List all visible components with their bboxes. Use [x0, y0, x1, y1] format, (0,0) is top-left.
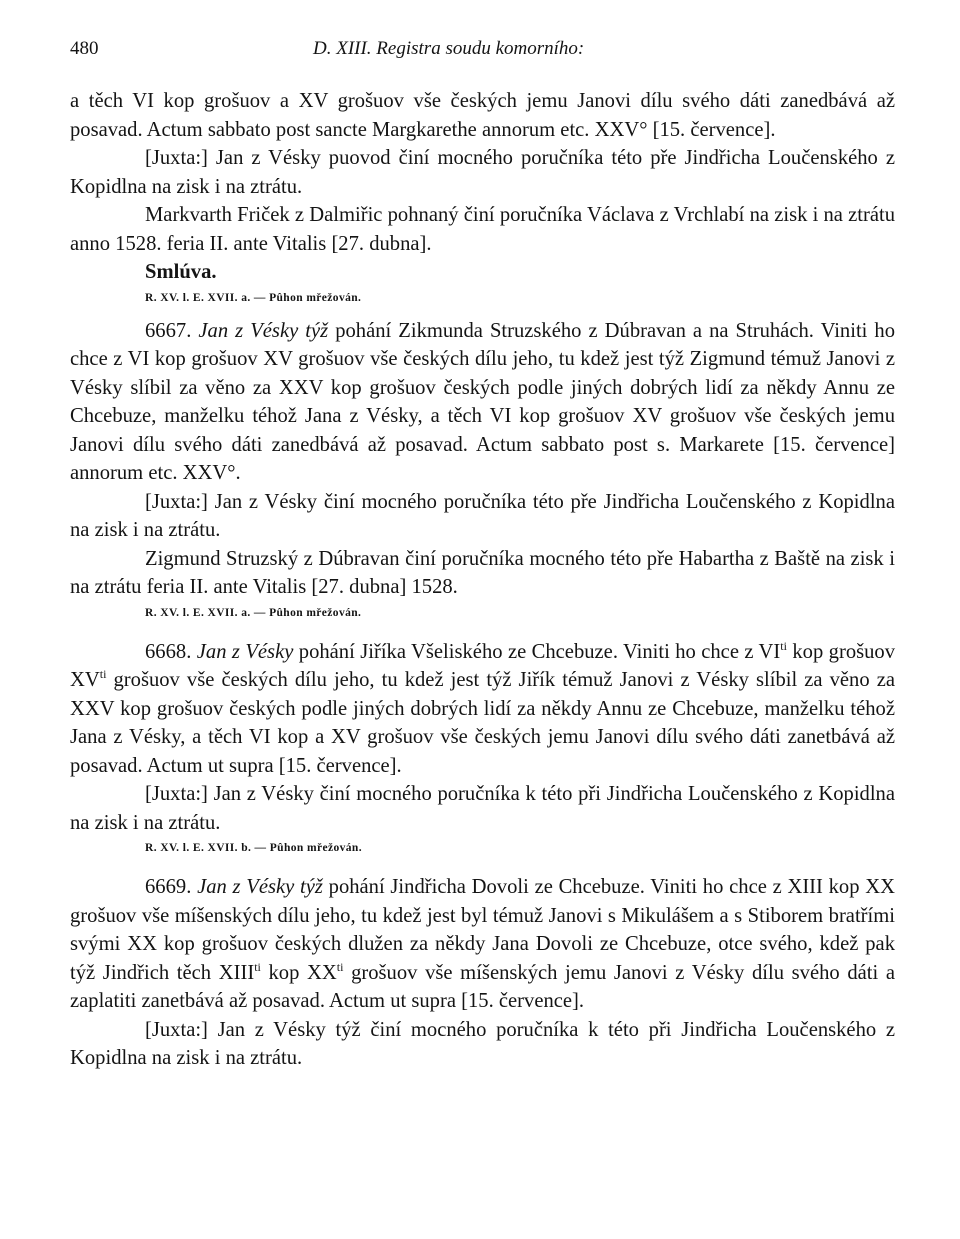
entry-6668	[70, 638, 895, 781]
register-signature: R. XV. l. E. XVII. a. — Pûhon mřežován.	[145, 291, 362, 304]
superscript: ti	[336, 959, 344, 974]
entry-text: pohání Jiříka Všeliského ze Chcebuze. Viniti ho chce z VI	[298, 640, 781, 663]
running-header	[70, 38, 900, 68]
paragraph-juxta: [Juxta:] Jan z Vésky činí mocného poručníka k této při Jindřicha Loučenského z Kopidlna na zisk i na ztrátu.	[70, 783, 895, 834]
entry-6669	[70, 873, 895, 1016]
entry-number: 6667.	[145, 319, 192, 342]
superscript: ti	[99, 667, 107, 682]
register-signature: R. XV. l. E. XVII. b. — Pûhon mřežován.	[145, 842, 362, 854]
entry-number: 6669.	[145, 876, 192, 898]
page-body	[70, 87, 895, 1073]
paragraph-juxta: [Juxta:] Jan z Vésky puovod činí mocného poručníka této pře Jindřicha Loučenského z Kopidlna na zisk i na ztrátu.	[70, 147, 895, 198]
entry-lead: Jan z Vésky týž	[198, 319, 329, 342]
entry-text: kop XX	[268, 961, 337, 984]
entry-lead: Jan z Vésky	[196, 640, 294, 663]
paragraph-continuation: a těch VI kop grošuov a XV grošuov vše českých jemu Janovi dílu svého dáti zanedbává až posavad. Actum sabbato post sancte Margkarethe annorum etc. XXV° [15. července].	[70, 90, 895, 141]
paragraph-defendant: Zigmund Struzský z Dúbravan činí poručníka mocného této pře Habartha z Baště na zisk i na ztrátu feria II. ante Vitalis [27. dubna] 1528.	[70, 547, 895, 598]
superscript: ti	[780, 638, 787, 653]
entry-number: 6668.	[145, 640, 192, 663]
note-smluva: Smlúva.	[145, 261, 217, 283]
entry-text: grošuov vše míšenských jemu Janovi z Vésky dílu svého dáti a zaplatiti zanetbává až posavad. Actum ut supra [15. července].	[70, 961, 895, 1012]
page-number: 480	[70, 38, 99, 59]
superscript: ti	[254, 959, 261, 974]
paragraph-defendant: Markvarth Friček z Dalmiřic pohnaný činí poručníka Václava z Vrchlabí na zisk i na ztrátu anno 1528. feria II. ante Vitalis [27. dubna].	[70, 204, 895, 255]
entry-text: pohání Zikmunda Struzského z Dúbravan a na Struhách. Viniti ho chce z VI kop grošuov XV grošuov vše českých dílu jeho, tu kdež jest týž Zigmund témuž Janovi z Vésky slíbil za věno za XXV kop grošuov českých podle jiných dobrých lidí za někdy Annu ze Chcebuze, manželku téhož Jana z Vésky, a těch VI kop grošuov XV grošuov vše českých jemu Janovi dílu svého dáti zanedbává až posavad. Actum sabbato post s. Markarete [15. července] annorum etc. XXV°.	[70, 319, 896, 484]
entry-text: kop grošuov XV	[70, 640, 896, 691]
entry-text: grošuov vše českých dílu jeho, tu kdež jest týž Jiřík témuž Janovi z Vésky slíbil za věno za XXV kop grošuov českých podle jiných dobrých lidí za někdy Annu ze Chcebuze, manželku téhož Jana z Vésky, a těch VI kop a XV grošuov vše českých jemu Janovi dílu svého dáti zanetbává až posavad. Actum ut supra [15. července].	[70, 669, 895, 777]
entry-6667	[70, 317, 895, 488]
register-signature: R. XV. l. E. XVII. a. — Pûhon mřežován.	[145, 606, 362, 619]
paragraph-juxta: [Juxta:] Jan z Vésky týž činí mocného poručníka k této při Jindřicha Loučenského z Kopidlna na zisk i na ztrátu.	[70, 1018, 895, 1069]
entry-lead: Jan z Vésky týž	[197, 876, 323, 898]
running-title: D. XIII. Registra soudu komorního:	[313, 38, 585, 59]
paragraph-juxta: [Juxta:] Jan z Vésky činí mocného poručníka této pře Jindřicha Loučenského z Kopidlna na zisk i na ztrátu.	[70, 490, 895, 541]
entry-text: pohání Jindřicha Dovoli ze Chcebuze. Viniti ho chce z XIII kop XX grošuov vše míšenských dílu jeho, tu kdež jest byl témuž Janovi s Mikulášem a s Stiborem bratřími svými XX kop grošuov českých dlužen za někdy Jana Dovoli ze Chcebuze, otce svého, kdež pak týž Jindřich těch XIII	[70, 876, 895, 984]
